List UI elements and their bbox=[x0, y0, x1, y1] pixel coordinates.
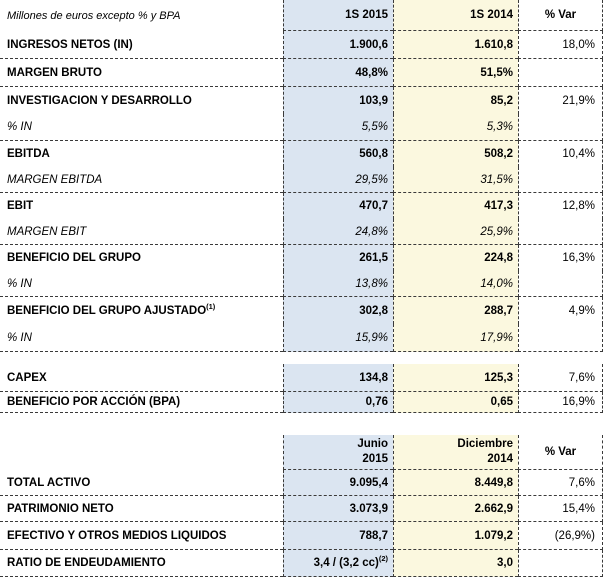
row-label: MARGEN BRUTO bbox=[0, 59, 283, 87]
row-label: EFECTIVO Y OTROS MEDIOS LIQUIDOS bbox=[0, 522, 283, 550]
value-1s2014: 508,2 bbox=[393, 141, 518, 167]
column-header-junio-2015: Junio 2015 bbox=[283, 435, 393, 470]
table-row bbox=[0, 324, 607, 352]
table-row bbox=[0, 114, 607, 141]
value-var: 4,9% bbox=[518, 297, 603, 324]
table-row bbox=[0, 271, 607, 297]
value-1s2014: 14,0% bbox=[393, 271, 518, 297]
value-diciembre-2014: 3,0 bbox=[393, 550, 518, 577]
value-1s2015: 134,8 bbox=[283, 364, 393, 392]
value-junio-2015: 9.095,4 bbox=[283, 470, 393, 496]
row-label: INVESTIGACION Y DESARROLLO bbox=[7, 94, 192, 107]
value-var: 16,9% bbox=[518, 392, 603, 413]
table-row bbox=[0, 87, 607, 114]
value-junio-2015: 3.073,9 bbox=[283, 496, 393, 522]
value-1s2014: 288,7 bbox=[393, 297, 518, 324]
row-label: % IN bbox=[0, 114, 283, 141]
table-row bbox=[0, 550, 607, 577]
value-var: 7,6% bbox=[518, 364, 603, 392]
value-1s2014: 224,8 bbox=[393, 245, 518, 271]
value-var: 7,6% bbox=[518, 470, 603, 496]
column-header-var: % Var bbox=[518, 435, 603, 470]
value-diciembre-2014: 1.079,2 bbox=[393, 522, 518, 550]
table-row bbox=[0, 167, 607, 193]
row-label: BENEFICIO DEL GRUPO bbox=[7, 252, 141, 264]
value-var: 16,3% bbox=[518, 245, 603, 271]
table-row bbox=[0, 59, 607, 87]
value-var: 12,8% bbox=[518, 193, 603, 219]
value-1s2015: 560,8 bbox=[283, 141, 393, 167]
value-1s2014: 51,5% bbox=[393, 59, 518, 87]
row-label: % IN bbox=[0, 271, 283, 297]
value-var bbox=[518, 550, 603, 577]
value-1s2015: 0,76 bbox=[283, 392, 393, 413]
value-var: (26,9%) bbox=[518, 522, 603, 550]
table-row bbox=[0, 297, 607, 324]
balance-header-row bbox=[0, 435, 607, 470]
row-label: MARGEN EBITDA bbox=[0, 167, 283, 193]
footnote-ref-2: (2) bbox=[378, 554, 388, 564]
value-1s2015: 13,8% bbox=[283, 271, 393, 297]
table-gap bbox=[0, 352, 607, 364]
column-header-diciembre-2014: Diciembre 2014 bbox=[393, 435, 518, 470]
column-header-var: % Var bbox=[518, 0, 603, 31]
table-row bbox=[0, 219, 607, 245]
value-var: 21,9% bbox=[518, 87, 603, 114]
table-row bbox=[0, 496, 607, 522]
value-var bbox=[518, 324, 603, 352]
value-1s2015: 470,7 bbox=[283, 193, 393, 219]
value-1s2015: 15,9% bbox=[283, 324, 393, 352]
value-1s2015: 1.900,6 bbox=[283, 31, 393, 59]
value-1s2014: 5,3% bbox=[393, 114, 518, 141]
table-row bbox=[0, 522, 607, 550]
table-row bbox=[0, 392, 607, 413]
value-junio-2015: 788,7 bbox=[283, 522, 393, 550]
value-1s2015: 103,9 bbox=[283, 87, 393, 114]
row-label: PATRIMONIO NETO bbox=[0, 496, 283, 522]
value-diciembre-2014: 8.449,8 bbox=[393, 470, 518, 496]
value-1s2015: 261,5 bbox=[283, 245, 393, 271]
value-var: 10,4% bbox=[518, 141, 603, 167]
value-1s2014: 31,5% bbox=[393, 167, 518, 193]
unit-note: Millones de euros excepto % y BPA bbox=[7, 9, 181, 22]
value-1s2014: 17,9% bbox=[393, 324, 518, 352]
value-var bbox=[518, 114, 603, 141]
table-row bbox=[0, 245, 607, 271]
value-diciembre-2014: 2.662,9 bbox=[393, 496, 518, 522]
value-1s2015: 29,5% bbox=[283, 167, 393, 193]
value-var bbox=[518, 219, 603, 245]
column-header-1s2015: 1S 2015 bbox=[283, 0, 393, 31]
balance-header-spacer bbox=[0, 435, 283, 470]
table-row bbox=[0, 31, 607, 59]
value-1s2014: 1.610,8 bbox=[393, 31, 518, 59]
value-1s2014: 417,3 bbox=[393, 193, 518, 219]
value-1s2015: 24,8% bbox=[283, 219, 393, 245]
row-label: EBITDA bbox=[7, 148, 50, 160]
table-gap bbox=[0, 413, 607, 435]
table-row bbox=[0, 470, 607, 496]
row-label: MARGEN EBIT bbox=[0, 219, 283, 245]
column-header-1s2014: 1S 2014 bbox=[393, 0, 518, 31]
pl-header-row bbox=[0, 0, 607, 31]
row-label: TOTAL ACTIVO bbox=[0, 470, 283, 496]
value-var: 15,4% bbox=[518, 496, 603, 522]
value-1s2014: 85,2 bbox=[393, 87, 518, 114]
value-1s2014: 125,3 bbox=[393, 364, 518, 392]
row-label: % IN bbox=[0, 324, 283, 352]
table-row bbox=[0, 141, 607, 167]
value-1s2014: 25,9% bbox=[393, 219, 518, 245]
row-label: RATIO DE ENDEUDAMIENTO bbox=[0, 550, 283, 577]
table-row bbox=[0, 193, 607, 219]
value-junio-2015: 3,4 / (3,2 cc)$^{(2)}$ bbox=[283, 550, 393, 577]
table-row bbox=[0, 364, 607, 392]
value-1s2015: 302,8 bbox=[283, 297, 393, 324]
value-1s2015: 5,5% bbox=[283, 114, 393, 141]
value-var bbox=[518, 167, 603, 193]
row-label: CAPEX bbox=[0, 364, 283, 392]
value-var: 18,0% bbox=[518, 31, 603, 59]
balance-table bbox=[0, 435, 607, 577]
row-label: INGRESOS NETOS (IN) bbox=[0, 31, 283, 59]
value-1s2014: 0,65 bbox=[393, 392, 518, 413]
value-1s2015: 48,8% bbox=[283, 59, 393, 87]
footnote-ref-1: (1) bbox=[206, 301, 216, 311]
row-label: EBIT bbox=[7, 200, 34, 212]
row-label: BENEFICIO DEL GRUPO AJUSTADO$^{(1)}$ bbox=[7, 301, 216, 317]
value-var bbox=[518, 271, 603, 297]
row-label: BENEFICIO POR ACCIÓN (BPA) bbox=[0, 392, 283, 413]
value-var bbox=[518, 59, 603, 87]
capex-table bbox=[0, 364, 607, 413]
